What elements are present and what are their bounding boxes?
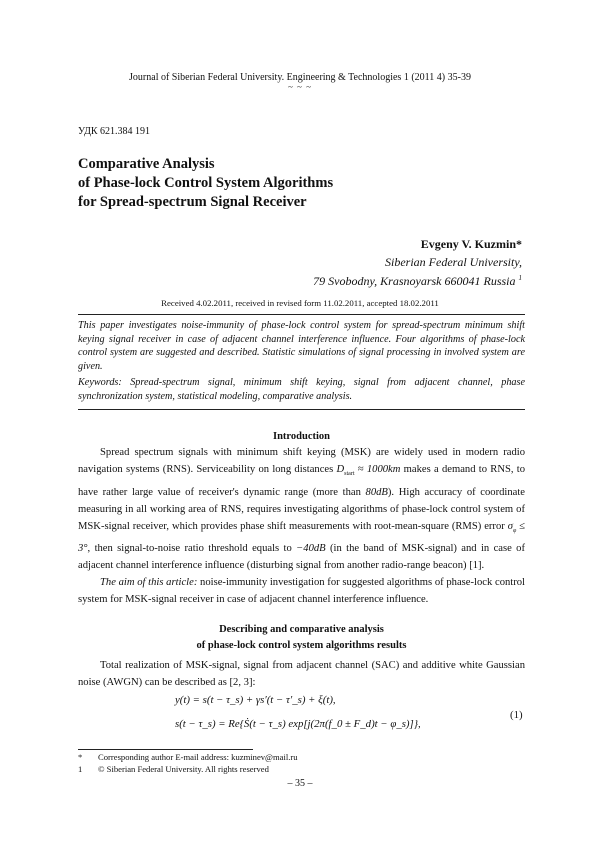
address-text: 79 Svobodny, Krasnoyarsk 660041 Russia bbox=[313, 274, 516, 288]
author-affiliation bbox=[313, 254, 522, 289]
footnote-2 bbox=[78, 764, 269, 774]
math-80db: 80dB bbox=[365, 486, 388, 498]
math-minus40db: −40dB bbox=[296, 543, 326, 555]
page-number: – 35 – bbox=[287, 778, 313, 789]
intro-paragraph-2 bbox=[78, 574, 525, 608]
equation-number: (1) bbox=[510, 709, 523, 721]
footnote-2-mark: 1 bbox=[78, 764, 83, 774]
math-sigma-rest: ≤ 3° bbox=[78, 520, 525, 555]
section2-heading-1: Describing and comparative analysis bbox=[219, 624, 384, 635]
title-line-2: of Phase-lock Control System Algorithms bbox=[78, 175, 334, 191]
section2-paragraph-1: Total realization of MSK-signal, signal from adjacent channel (SAC) and additive white Gaussian noise (AWGN) can be described as [2, 3]: bbox=[78, 660, 525, 689]
math-d: D bbox=[336, 464, 345, 476]
p1-text-e: (in the band of MSK-signal) and in case of adjacent channel interference influence (disturbing signal from another radio-range beacon) [1]. bbox=[78, 543, 525, 572]
aim-text: noise-immunity investigation for suggested algorithms of phase-lock control system for MSK-signal receiver in case of adjacent channel interference influence. bbox=[78, 577, 525, 606]
keywords: Keywords: Spread-spectrum signal, minimum shift keying, signal from adjacent channel, phase synchronization system, statistical modeling, comparative analysis. bbox=[78, 377, 525, 402]
p1-text-d: , then signal-to-noise ratio threshold equals to bbox=[87, 543, 297, 555]
footnote-1-text: Corresponding author E-mail address: kuzminev@mail.ru bbox=[98, 752, 298, 762]
affiliation-name: Siberian Federal University, bbox=[385, 255, 522, 269]
math-d-sub: start bbox=[344, 471, 355, 478]
p1-text-c: ). High accuracy of coordinate measuring in all working area of RNS, requires investigating algorithms of phase-lock control system of MSK-signal receiver, which provides phase shift measurements with root-mean-square (RMS) error bbox=[78, 486, 525, 532]
received-dates: Received 4.02.2011, received in revised form 11.02.2011, accepted 18.02.2011 bbox=[161, 298, 439, 308]
math-sigma-sub: φ bbox=[512, 528, 517, 535]
address-footnote-mark: 1 bbox=[518, 274, 522, 282]
aim-label: The aim of this article: bbox=[100, 577, 198, 588]
journal-header: Journal of Siberian Federal University. Engineering & Technologies 1 (2011 4) 35-39 bbox=[129, 72, 471, 83]
footnote-rule bbox=[78, 749, 253, 750]
footnote-1-mark: * bbox=[78, 752, 83, 762]
author-name: Evgeny V. Kuzmin* bbox=[420, 237, 522, 251]
footnote-1 bbox=[78, 752, 298, 762]
equation-line-1: y(t) = s(t − τ_s) + γs′(t − τ′_s) + ξ(t), bbox=[175, 694, 336, 706]
p1-text-a: Spread spectrum signals with minimum shift keying (MSK) are widely used in modern radio navigation systems (RNS). Serviceability on long distances bbox=[78, 447, 525, 476]
footnote-2-text: © Siberian Federal University. All rights reserved bbox=[98, 764, 269, 774]
math-sigma-symbol: σ bbox=[507, 520, 513, 532]
abstract-top-rule bbox=[78, 314, 525, 315]
math-d-rest: ≈ 1000km bbox=[354, 464, 401, 476]
affiliation-address bbox=[313, 270, 522, 289]
title-line-3: for Spread-spectrum Signal Receiver bbox=[78, 194, 307, 210]
intro-heading: Introduction bbox=[273, 431, 330, 442]
title-line-1: Comparative Analysis bbox=[78, 156, 215, 172]
equation-line-2: s(t − τ_s) = Re{Ṡ(t − τ_s) exp[j(2π(f_0 ± F_d)t − φ_s)]}, bbox=[175, 718, 421, 730]
p1-text-b: makes a demand to RNS, to have rather large value of receiver's dynamic range (more than bbox=[78, 464, 526, 498]
udk-code: УДК 621.384 191 bbox=[78, 126, 151, 137]
intro-paragraph-1 bbox=[78, 444, 525, 575]
paper-title bbox=[78, 155, 333, 212]
header-ornament: ~ ~ ~ bbox=[287, 82, 313, 92]
abstract: This paper investigates noise-immunity of phase-lock control system for spread-spectrum minimum shift keying signal receiver in case of adjacent channel interference influence. Four algorithms of phase-lock control system are suggested and described. Statistic simulations of signal processing in involved system are given. bbox=[78, 320, 525, 372]
math-distance bbox=[336, 464, 401, 478]
abstract-bottom-rule bbox=[78, 409, 525, 410]
section2-heading-2: of phase-lock control system algorithms results bbox=[196, 640, 407, 651]
